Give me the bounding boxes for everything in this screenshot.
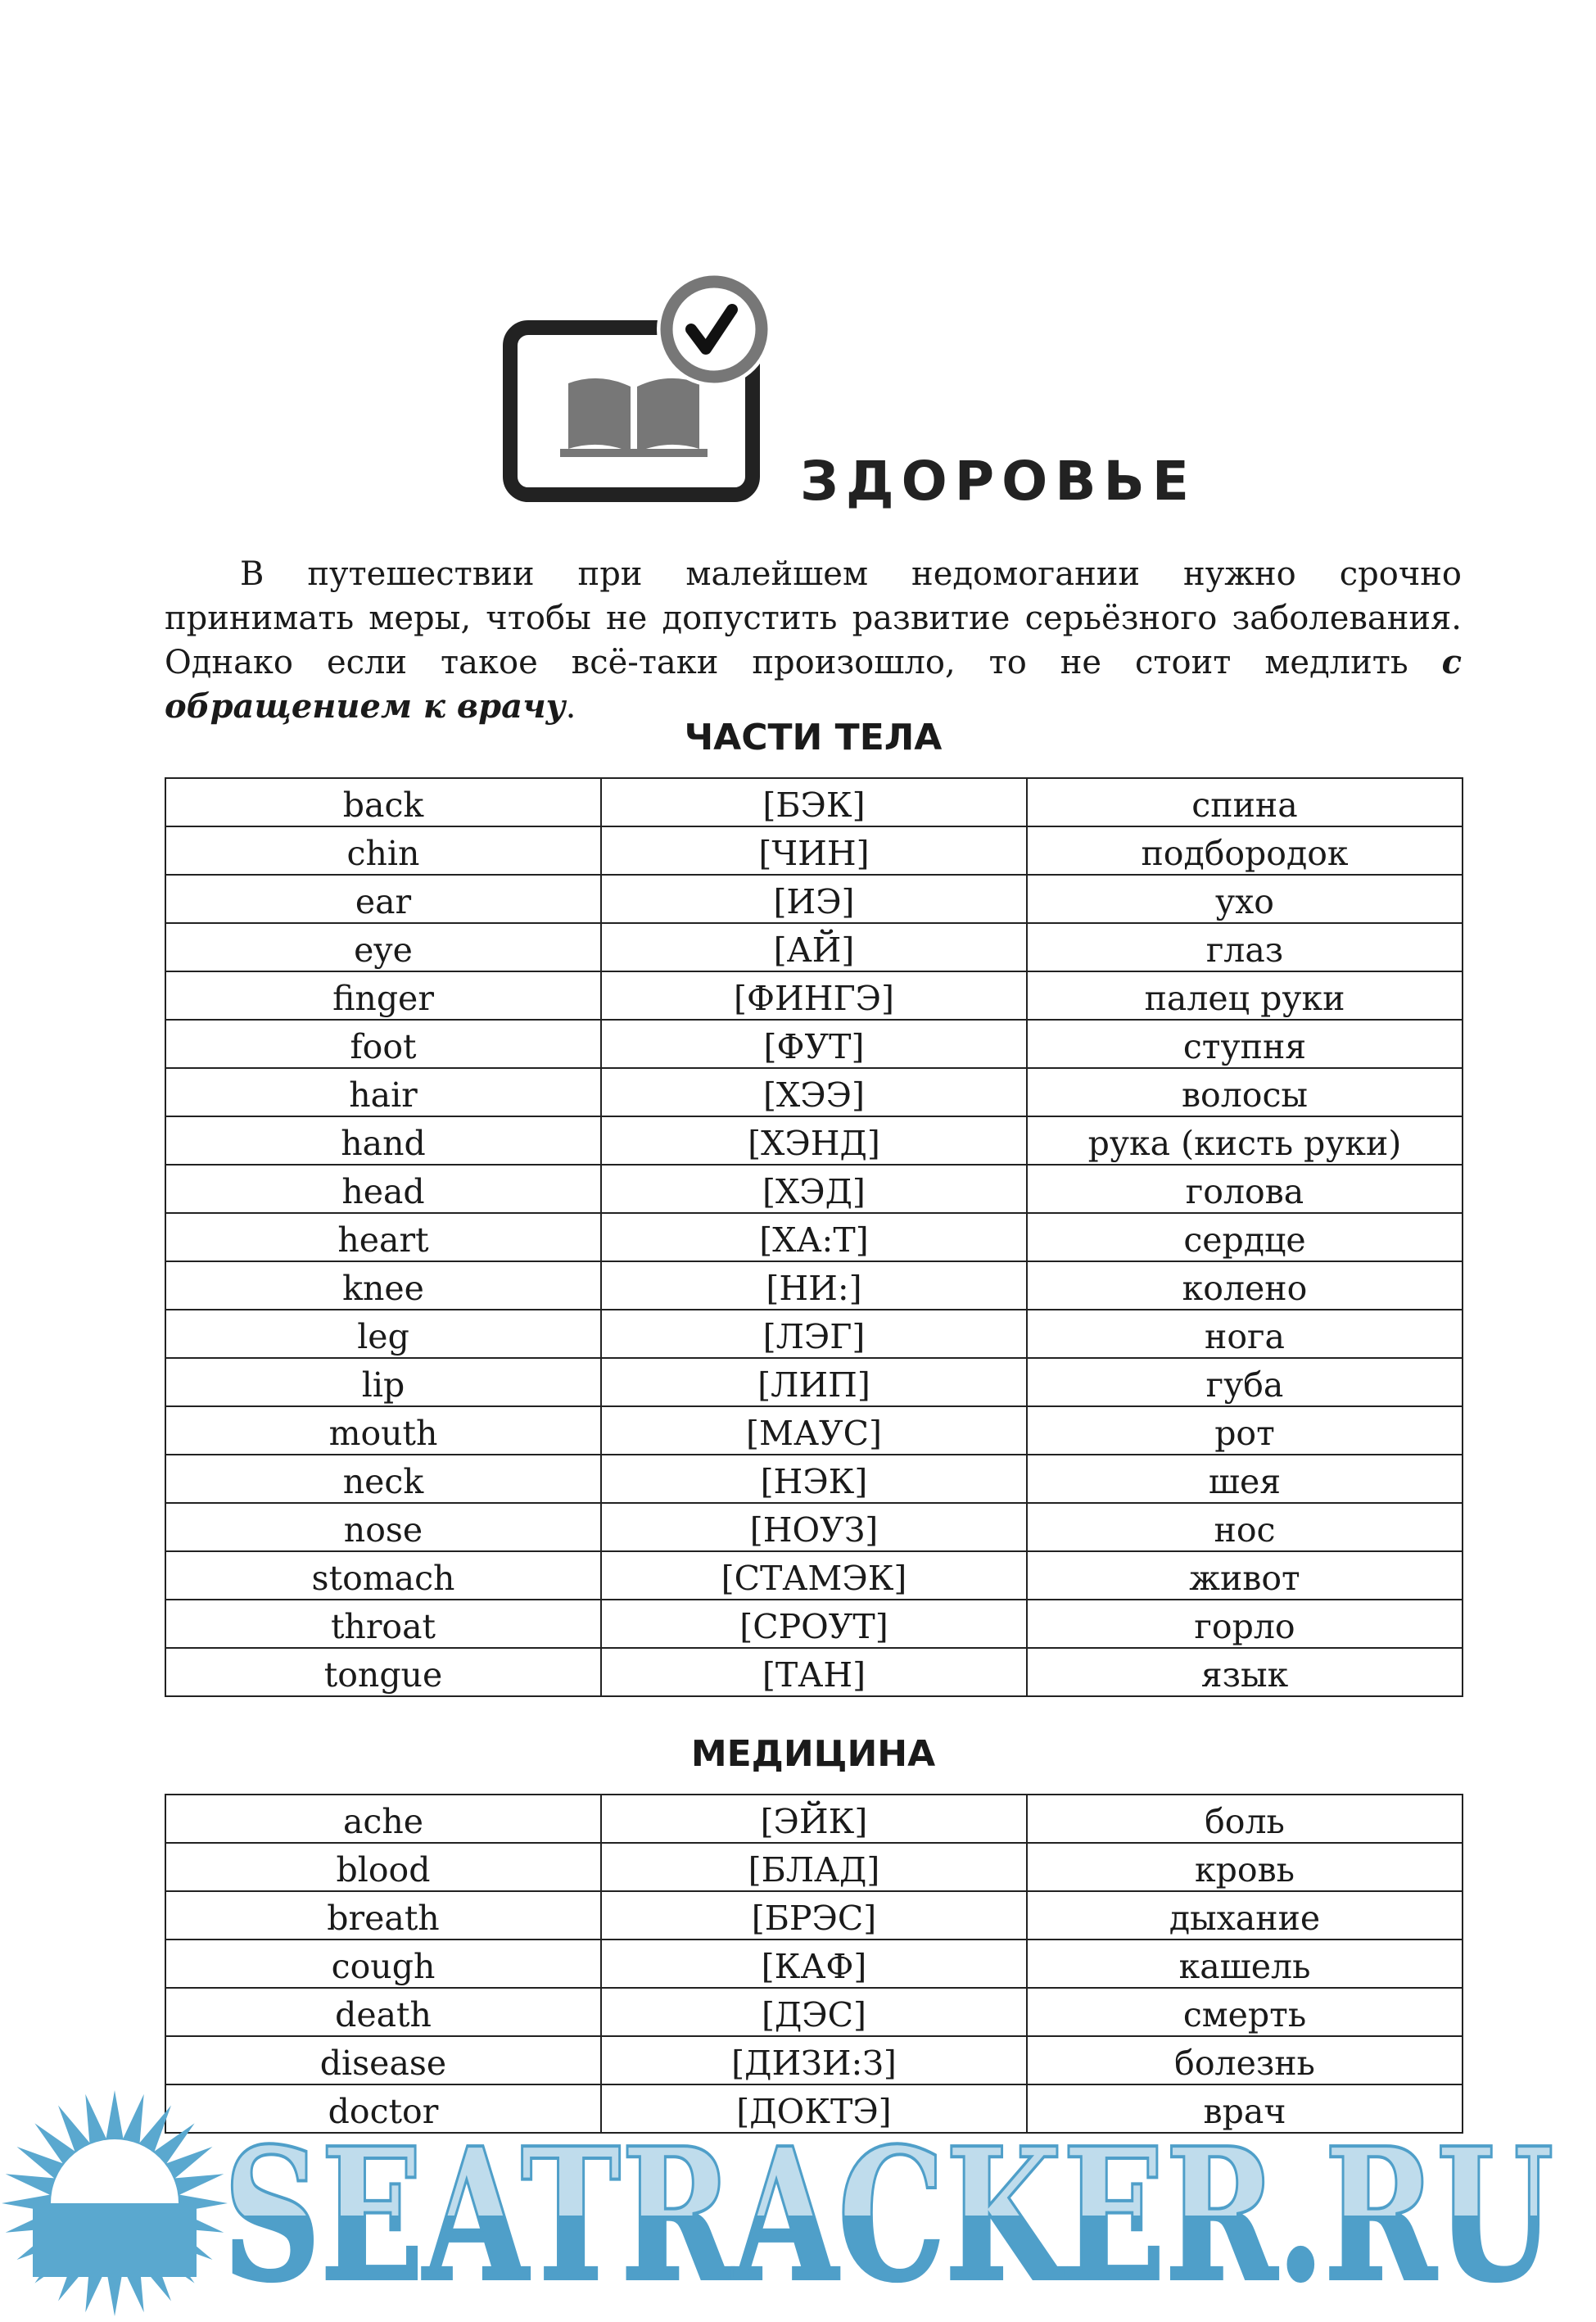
table-row — [165, 1795, 1463, 1843]
translation-cell: голова — [1027, 1165, 1463, 1213]
word-cell: disease — [165, 2036, 601, 2084]
table-row — [165, 1068, 1463, 1116]
word-cell: stomach — [165, 1551, 601, 1600]
translation-cell: губа — [1027, 1358, 1463, 1406]
word-cell: leg — [165, 1310, 601, 1358]
intro-text: В путешествии при малейшем недомогании нужно срочно принимать меры, чтобы не допустить развитие серьёзного заболевания. Однако если такое всё-таки произошло, то не стоит медлить — [165, 555, 1462, 681]
transcription-cell: [КАФ] — [601, 1940, 1027, 1988]
translation-cell: сердце — [1027, 1213, 1463, 1261]
word-cell: heart — [165, 1213, 601, 1261]
transcription-cell: [БЭК] — [601, 778, 1027, 826]
translation-cell: глаз — [1027, 923, 1463, 971]
chapter-title: ЗДОРОВЬЕ — [800, 450, 1196, 513]
table-row — [165, 1455, 1463, 1503]
table-row — [165, 1600, 1463, 1648]
transcription-cell: [ХА:Т] — [601, 1213, 1027, 1261]
word-cell: doctor — [165, 2084, 601, 2133]
word-cell: hand — [165, 1116, 601, 1165]
table-row — [165, 1551, 1463, 1600]
word-cell: breath — [165, 1891, 601, 1940]
word-cell: foot — [165, 1020, 601, 1068]
translation-cell: дыхание — [1027, 1891, 1463, 1940]
table-row — [165, 1116, 1463, 1165]
transcription-cell: [СРОУТ] — [601, 1600, 1027, 1648]
transcription-cell: [ЧИН] — [601, 826, 1027, 875]
translation-cell: живот — [1027, 1551, 1463, 1600]
transcription-cell: [ФИНГЭ] — [601, 971, 1027, 1020]
word-cell: lip — [165, 1358, 601, 1406]
section-title-body-parts: ЧАСТИ ТЕЛА — [684, 717, 943, 758]
translation-cell: палец руки — [1027, 971, 1463, 1020]
word-cell: ache — [165, 1795, 601, 1843]
translation-cell: рот — [1027, 1406, 1463, 1455]
table-row — [165, 1940, 1463, 1988]
table-row — [165, 971, 1463, 1020]
transcription-cell: [ХЭЭ] — [601, 1068, 1027, 1116]
word-cell: eye — [165, 923, 601, 971]
translation-cell: колено — [1027, 1261, 1463, 1310]
table-row — [165, 1891, 1463, 1940]
word-cell: back — [165, 778, 601, 826]
translation-cell: кровь — [1027, 1843, 1463, 1891]
transcription-cell: [АЙ] — [601, 923, 1027, 971]
translation-cell: нога — [1027, 1310, 1463, 1358]
word-cell: hair — [165, 1068, 601, 1116]
table-row — [165, 875, 1463, 923]
transcription-cell: [ДОКТЭ] — [601, 2084, 1027, 2133]
table-row — [165, 1165, 1463, 1213]
translation-cell: ступня — [1027, 1020, 1463, 1068]
word-cell: chin — [165, 826, 601, 875]
table-row — [165, 1648, 1463, 1696]
sun-icon — [2, 2090, 228, 2316]
table-row — [165, 1310, 1463, 1358]
table-row — [165, 1843, 1463, 1891]
transcription-cell: [ФУТ] — [601, 1020, 1027, 1068]
intro-end: . — [565, 688, 576, 726]
translation-cell: ухо — [1027, 875, 1463, 923]
transcription-cell: [ЛЭГ] — [601, 1310, 1027, 1358]
transcription-cell: [ДЭС] — [601, 1988, 1027, 2036]
translation-cell: кашель — [1027, 1940, 1463, 1988]
translation-cell: болезнь — [1027, 2036, 1463, 2084]
word-cell: knee — [165, 1261, 601, 1310]
transcription-cell: [НИ:] — [601, 1261, 1027, 1310]
word-cell: cough — [165, 1940, 601, 1988]
transcription-cell: [БРЭС] — [601, 1891, 1027, 1940]
table-row — [165, 1261, 1463, 1310]
transcription-cell: [ХЭНД] — [601, 1116, 1027, 1165]
watermark — [0, 2080, 1596, 2322]
table-row — [165, 1020, 1463, 1068]
table-row — [165, 2036, 1463, 2084]
word-cell: death — [165, 1988, 601, 2036]
watermark-text: SEATRACKER.RU — [223, 2109, 1554, 2322]
translation-cell: шея — [1027, 1455, 1463, 1503]
book-check-icon — [503, 267, 781, 505]
transcription-cell: [ТАН] — [601, 1648, 1027, 1696]
transcription-cell: [ЛИП] — [601, 1358, 1027, 1406]
table-row — [165, 1503, 1463, 1551]
word-cell: neck — [165, 1455, 601, 1503]
translation-cell: горло — [1027, 1600, 1463, 1648]
transcription-cell: [ЭЙК] — [601, 1795, 1027, 1843]
transcription-cell: [МАУС] — [601, 1406, 1027, 1455]
translation-cell: волосы — [1027, 1068, 1463, 1116]
translation-cell: нос — [1027, 1503, 1463, 1551]
table-row — [165, 1358, 1463, 1406]
word-cell: tongue — [165, 1648, 601, 1696]
word-cell: mouth — [165, 1406, 601, 1455]
table-row — [165, 923, 1463, 971]
word-cell: finger — [165, 971, 601, 1020]
table-row — [165, 1213, 1463, 1261]
intro-emphasis: с обращением к врачу — [165, 643, 1462, 726]
section-title-medicine: МЕДИЦИНА — [690, 1733, 936, 1775]
word-cell: nose — [165, 1503, 601, 1551]
translation-cell: рука (кисть руки) — [1027, 1116, 1463, 1165]
transcription-cell: [ИЭ] — [601, 875, 1027, 923]
body-parts-table — [165, 777, 1463, 1697]
transcription-cell: [БЛАД] — [601, 1843, 1027, 1891]
translation-cell: спина — [1027, 778, 1463, 826]
translation-cell: подбородок — [1027, 826, 1463, 875]
table-row — [165, 1988, 1463, 2036]
translation-cell: смерть — [1027, 1988, 1463, 2036]
translation-cell: язык — [1027, 1648, 1463, 1696]
table-row — [165, 826, 1463, 875]
word-cell: throat — [165, 1600, 601, 1648]
intro-paragraph — [165, 552, 1462, 729]
word-cell: head — [165, 1165, 601, 1213]
transcription-cell: [ХЭД] — [601, 1165, 1027, 1213]
word-cell: blood — [165, 1843, 601, 1891]
transcription-cell: [НОУЗ] — [601, 1503, 1027, 1551]
transcription-cell: [НЭК] — [601, 1455, 1027, 1503]
translation-cell: боль — [1027, 1795, 1463, 1843]
translation-cell: врач — [1027, 2084, 1463, 2133]
table-row — [165, 778, 1463, 826]
transcription-cell: [ДИЗИ:З] — [601, 2036, 1027, 2084]
table-row — [165, 1406, 1463, 1455]
word-cell: ear — [165, 875, 601, 923]
transcription-cell: [СТАМЭК] — [601, 1551, 1027, 1600]
